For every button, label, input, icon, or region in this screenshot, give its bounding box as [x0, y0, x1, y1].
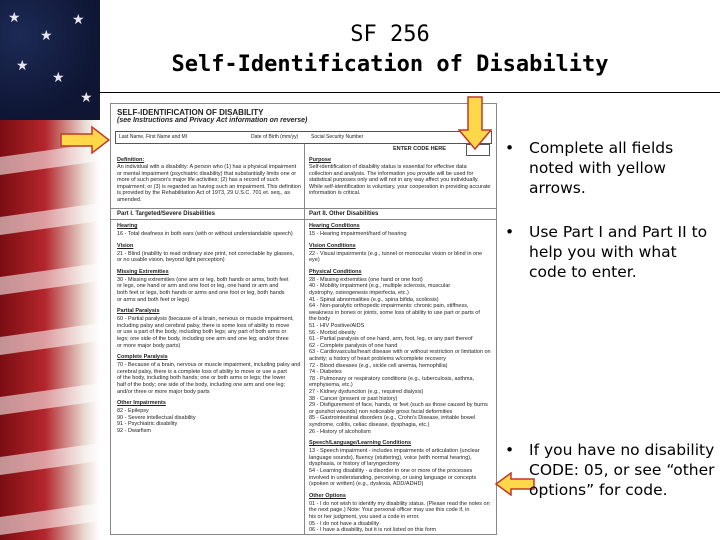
section-title: Missing Extremities	[117, 268, 169, 275]
section-title: Hearing Conditions	[309, 223, 360, 229]
section-line: 30 - Missing extremities (one arm or leg, both hands or arms, both feet	[117, 276, 289, 283]
section-line: 05 - I do not have a disability	[309, 520, 380, 527]
section-line: 56 - Morbid obesity	[309, 329, 356, 336]
section-line: 85 - Gastrointestinal disorders (e.g., Crohn's Disease, irritable bowel	[309, 415, 476, 422]
section-line: 29 - Disfigurement of face, hands, or feet (such as those caused by burns	[309, 402, 488, 409]
field-name-label: Last Name, First Name and MI	[119, 134, 188, 140]
section-line: 64 - Non-paralytic orthopedic impairments: chronic pain, stiffness,	[309, 303, 469, 310]
form-divider	[111, 208, 496, 209]
section-line: 38 - Cancer (present or past history)	[309, 395, 398, 402]
section-line: or legs, one hand or arm and one foot or leg, one hand or arm and	[117, 283, 279, 290]
section-line: or use a part of the body, including both legs; any part of both arms or	[117, 329, 287, 336]
section-line: involved in understanding, perceiving, or using language or concepts	[309, 474, 477, 481]
section-line: the next page.) Note: Your personal officer may use this code if, in	[309, 507, 470, 514]
flag-stripe	[0, 383, 100, 415]
star-icon: ★	[40, 28, 53, 44]
star-icon: ★	[16, 58, 29, 74]
section-line: dystrophy, osteogenesis imperfecta, etc.)	[309, 290, 409, 296]
bullet-dot-icon: •	[505, 139, 515, 157]
section-line: 22 - Visual impairments (e.g., tunnel or monocular vision or blind in one	[309, 250, 483, 257]
title-divider	[100, 92, 720, 93]
star-icon: ★	[8, 10, 21, 26]
slide-title-line2: Self-Identification of Disability	[171, 52, 609, 77]
bullet-dot-icon: •	[505, 441, 515, 459]
bullet-text: Complete all fields noted with yellow arrows.	[529, 139, 674, 197]
section-line: 26 - History of alcoholism	[309, 428, 371, 435]
section-title: Other Options	[309, 492, 346, 499]
section-line: cerebral palsy, there is a complete loss of ability to move or use a part	[117, 368, 287, 375]
section-line: or no usable vision, beyond light perception)	[117, 257, 225, 264]
section-line: language sounds), fluency (stuttering), voice (with normal hearing),	[309, 454, 472, 461]
section-line: 61 - Partial paralysis of one hand, arm, foot, leg, or any part thereof	[309, 336, 473, 343]
section-line: 15 - Hearing impairment/hard of hearing	[309, 231, 407, 237]
section-title: Hearing	[117, 223, 138, 229]
section-line: 82 - Epilepsy	[117, 408, 149, 415]
flag-stripe	[0, 203, 100, 235]
form-subheader: (see Instructions and Privacy Act information on reverse)	[117, 117, 308, 124]
star-icon: ★	[80, 90, 93, 106]
section-line: (spoken or written) (e.g., dyslexia, ADD/ADHD)	[309, 481, 424, 488]
bullet-dot-icon: •	[505, 223, 515, 241]
field-ssn-label: Social Security Number	[311, 134, 364, 140]
section-line: and/or three or more major body parts	[117, 388, 210, 395]
section-line: 63 - Cardiovascular/heart disease with or without restriction or limitation on	[309, 349, 491, 356]
section-line: 90 - Severe intellectual disability	[117, 414, 196, 421]
flag-stripe	[0, 323, 100, 355]
bullet-text: If you have no disability CODE: 05, or see “other options” for code.	[529, 441, 715, 499]
section-line: 70 - Because of a brain, nervous or muscle impairment, including palsy and	[117, 362, 301, 369]
flag-stripe	[0, 443, 100, 475]
section-line: or gunshot wounds) non noticeable gross facial deformities	[309, 408, 453, 415]
section-title: Vision Conditions	[309, 242, 356, 249]
section-line: 72 - Blood diseases (e.g., sickle cell anemia, hemophilia)	[309, 362, 448, 369]
section-line: the body	[309, 316, 331, 323]
section-line: or more major body parts)	[117, 342, 181, 349]
section-line: 60 - Partial paralysis (because of a brain, nervous or muscle impairment,	[117, 316, 294, 323]
arrow-right-icon	[60, 125, 110, 155]
section-line: including palsy and cerebral palsy, there is some loss of ability to move	[117, 322, 290, 329]
part1-title: Part I. Targeted/Severe Disabilities	[117, 211, 215, 217]
section-line: 13 - Speech impairment - includes impairments of articulation (unclear	[309, 448, 480, 455]
bullet-text: Use Part I and Part II to help you with what code to enter.	[529, 223, 708, 281]
section-line: 16 - Total deafness in both ears (with or without understandable speech)	[117, 231, 293, 237]
section-line: activity; a history of heart problems w/complete recovery	[309, 356, 446, 362]
section-line: weakness in bones or joints, some loss of ability to use part or parts of	[309, 309, 480, 316]
section-line: half of the body; one side of the body, including one arm and one leg;	[117, 382, 286, 388]
section-line: syndrome, colitis, celiac disease, dysphagia, etc.)	[309, 422, 430, 428]
flag-stripe	[0, 503, 100, 535]
slide-title-line1: SF 256	[350, 22, 430, 47]
section-line: 21 - Blind (inability to read ordinary size print, not correctable by glasses,	[117, 250, 295, 257]
section-line: of the body, including both hands; one or both arms or legs; the lower	[117, 375, 286, 382]
section-line: dysphasia, or history of laryngectomy	[309, 461, 400, 468]
section-line: 41 - Spinal abnormalities (e.g., spina bifida, scoliosis)	[309, 296, 439, 303]
arrow-down-icon	[458, 96, 492, 150]
section-title: Other Impairments	[117, 400, 166, 407]
field-dob-label: Date of Birth (mm/yy)	[251, 134, 299, 140]
section-line: eye)	[309, 257, 320, 264]
section-line: 01 - I do not wish to identify my disability status. (Please read the notes on	[309, 500, 490, 507]
form-header: SELF-IDENTIFICATION OF DISABILITY	[117, 108, 264, 117]
section-line: 62 - Complete paralysis of one hand	[309, 342, 398, 349]
purpose-text: Self-identification of disability status is essential for effective data collection and analysis. The information you provide will be used for statistical purposes only and will not in any way affect you individually. While self-identification is voluntary, your cooperation in providing accurate information is critical.	[309, 164, 491, 196]
part2-title: Part II. Other Disabilities	[309, 211, 379, 217]
form-column-divider	[304, 144, 305, 534]
section-line: 74 - Diabetes	[309, 369, 342, 376]
section-line: his or her judgment, you used a code in error.	[309, 514, 420, 520]
section-title: Speech/Language/Learning Conditions	[309, 440, 412, 447]
definition-title: Definition:	[117, 157, 145, 163]
purpose-title: Purpose	[309, 157, 332, 163]
section-line: 92 - Dwarfism	[117, 428, 151, 434]
section-line: 78 - Pulmonary or respiratory conditions (e.g., tuberculosis, asthma,	[309, 375, 475, 382]
form-divider	[111, 219, 496, 220]
section-line: 91 - Psychiatric disability	[117, 421, 178, 428]
section-title: Partial Paralysis	[117, 308, 160, 315]
star-icon: ★	[52, 70, 65, 86]
section-line: 27 - Kidney dysfunction (e.g., required dialysis)	[309, 389, 424, 395]
section-line: both feet or legs, both hands or arms and one foot or leg, both hands	[117, 290, 285, 296]
section-title: Physical Conditions	[309, 268, 362, 275]
section-line: 06 - I have a disability, but it is not listed on this form	[309, 527, 437, 534]
form-fields-row	[115, 131, 492, 144]
section-title: Complete Paralysis	[117, 354, 168, 361]
section-line: emphysema, etc.)	[309, 382, 353, 389]
flag-stripe	[0, 263, 100, 295]
section-line: 51 - HIV Positive/AIDS	[309, 323, 365, 329]
sf256-form-image	[110, 103, 497, 535]
flag-background	[0, 0, 100, 540]
section-line: legs; one side of the body, including one arm and one leg; and/or three	[117, 336, 289, 342]
section-line: 28 - Missing extremities (one hand or one foot)	[309, 276, 423, 283]
definition-text: An individual with a disability: A person who (1) has a physical impairment or mental impairment (psychiatric disability) that substantially limits one or more of such person's major life activities; (2) has a record of such impairment; or (3) is regarded as having such an impairment. This definition is provided by the Rehabilitation Act of 1973, 29 U.S.C. 701 et. seq., as amended.	[117, 164, 301, 203]
section-line: or arms and both feet or legs)	[117, 296, 190, 303]
section-line: 40 - Mobility impairment (e.g., multiple sclerosis, muscular	[309, 283, 451, 290]
section-line: 54 - Learning disability - a disorder in one or more of the processes	[309, 468, 473, 474]
section-title: Vision	[117, 242, 134, 249]
star-icon: ★	[72, 12, 85, 28]
enter-code-label: ENTER CODE HERE	[393, 146, 446, 152]
